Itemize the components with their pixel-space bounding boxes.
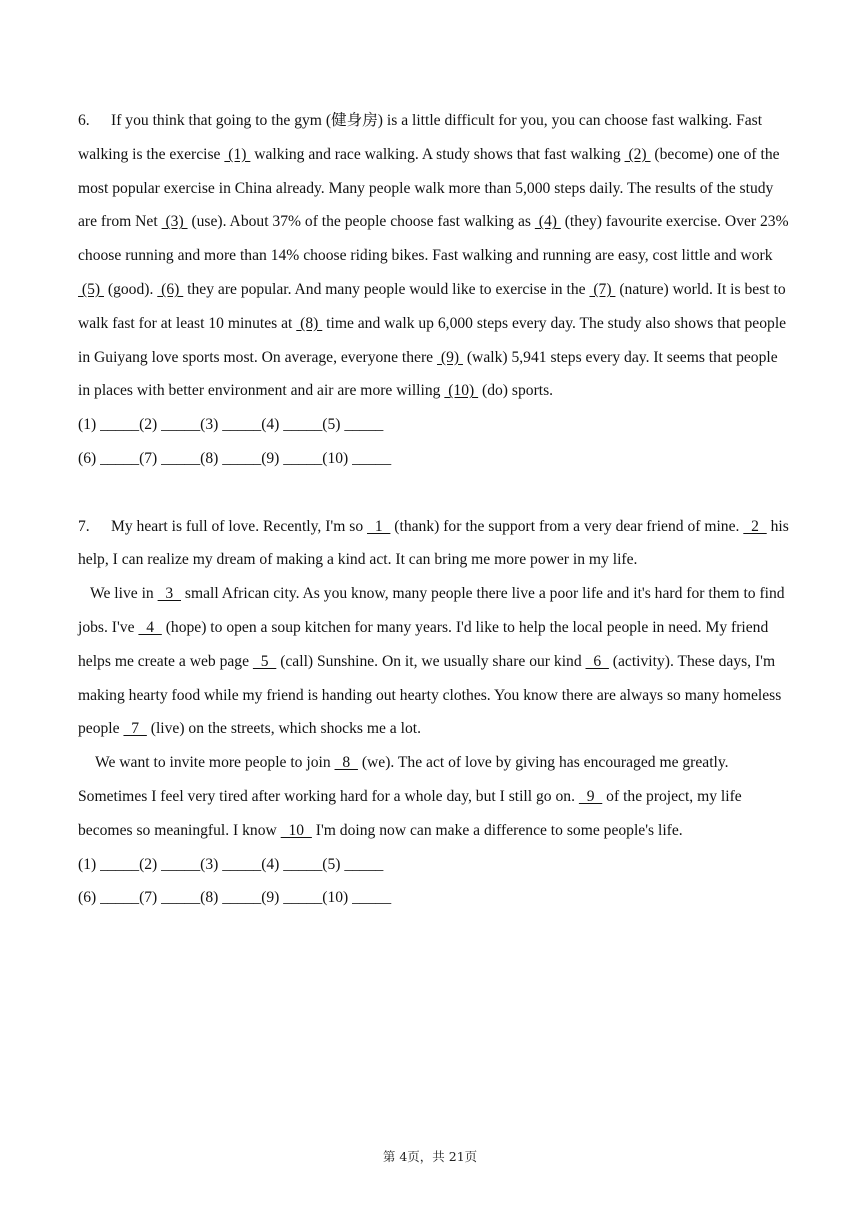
passage-text: We want to invite more people to join <box>95 754 335 772</box>
passage-text: (become) one of the most popular exercise in China already. Many people walk more than 5,000 steps daily. The results of the study are from Net <box>78 145 780 231</box>
passage-text: small African city. As you know, many people there live a poor life and it's hard for them to find jobs. I've <box>78 585 785 636</box>
answer-blank: 3 <box>157 585 181 603</box>
answer-blank: 7 <box>123 720 147 738</box>
page-footer: 第 4页，共 21页 <box>382 1149 478 1164</box>
passage-text: (activity). These days, I'm making hearty food while my friend is handing out hearty clothes. You know there are always so many homeless people <box>78 652 782 738</box>
passage-text: (call) Sunshine. On it, we usually share our kind <box>276 652 586 670</box>
answer-blank: 6 <box>585 652 609 670</box>
answer-blank: (6) <box>157 280 184 298</box>
passage-text: (good). <box>103 280 158 298</box>
answer-blank: 1 <box>367 517 391 535</box>
answer-blank: (7) <box>589 280 616 298</box>
passage-text: (walk) 5,941 steps every day. It seems that people in places with better environment and air are more willing <box>78 348 778 400</box>
answer-blank: 10 <box>280 821 312 839</box>
answer-blank: 4 <box>138 618 162 636</box>
spacer <box>78 476 790 510</box>
passage-text: (live) on the streets, which shocks me a lot. <box>146 720 421 738</box>
question-6-answer-line-1: (1) _____(2) _____(3) _____(4) _____(5) _____ <box>78 416 384 434</box>
passage-text: (hope) to open a soup kitchen for many years. I'd like to help the local people in need. My friend helps me create a web page <box>78 618 769 670</box>
question-7-paragraph-1 <box>78 510 790 578</box>
passage-text: My heart is full of love. Recently, I'm so <box>111 517 368 535</box>
answer-blank: (2) <box>624 145 651 163</box>
answer-blank: (9) <box>436 348 463 366</box>
passage-text: (nature) world. It is best to walk fast for at least 10 minutes at <box>78 280 786 332</box>
passage-text: time and walk up 6,000 steps every day. The study also shows that people in Guiyang love sports most. On average, everyone there <box>78 314 787 366</box>
answer-blank: (4) <box>534 213 561 231</box>
question-7-answer-line-2: (6) _____(7) _____(8) _____(9) _____(10) _____ <box>78 889 392 907</box>
passage-text: of the project, my life becomes so meaningful. I know <box>78 787 742 839</box>
answer-blank: (10) <box>444 382 479 400</box>
question-6-passage <box>78 104 790 408</box>
passage-text: If you think that going to the gym (健身房) is a little difficult for you, you can choose fast walking. Fast walking is the exercise <box>78 112 763 163</box>
answer-blank: 8 <box>334 754 358 772</box>
passage-text: I'm doing now can make a difference to some people's life. <box>311 821 683 839</box>
passage-text: they are popular. And many people would like to exercise in the <box>183 280 590 298</box>
passage-text: (we). The act of love by giving has encouraged me greatly. Sometimes I feel very tired after working hard for a whole day, but I still go on. <box>78 754 729 805</box>
passage-text: walking and race walking. A study shows that fast walking <box>250 145 625 163</box>
passage-text: (they) favourite exercise. Over 23% choose running and more than 14% choose riding bikes. Fast walking and running are easy, cost little and work <box>78 213 789 265</box>
answer-blank: (8) <box>296 314 323 332</box>
question-number: 7. <box>78 517 90 535</box>
answer-blank: 2 <box>743 517 767 535</box>
question-number: 6. <box>78 112 90 129</box>
passage-text: (thank) for the support from a very dear friend of mine. <box>390 517 744 535</box>
answer-blank: (5) <box>78 280 104 298</box>
passage-text: We live in <box>90 585 158 603</box>
passage-text: his help, I can realize my dream of making a kind act. It can bring me more power in my life. <box>78 517 789 569</box>
question-6-answer-line-2: (6) _____(7) _____(8) _____(9) _____(10) _____ <box>78 449 392 467</box>
answer-blank: 9 <box>578 787 603 805</box>
question-7-answer-line-1: (1) _____(2) _____(3) _____(4) _____(5) _____ <box>78 855 384 873</box>
answer-blank: 5 <box>252 652 277 670</box>
answer-blank: (3) <box>161 213 188 231</box>
document-page <box>78 104 790 915</box>
passage-text: (use). About 37% of the people choose fast walking as <box>187 213 535 231</box>
passage-text: (do) sports. <box>478 382 554 400</box>
question-7-paragraph-2 <box>78 577 790 746</box>
question-7-paragraph-3 <box>78 746 790 847</box>
answer-blank: (1) <box>224 145 251 163</box>
